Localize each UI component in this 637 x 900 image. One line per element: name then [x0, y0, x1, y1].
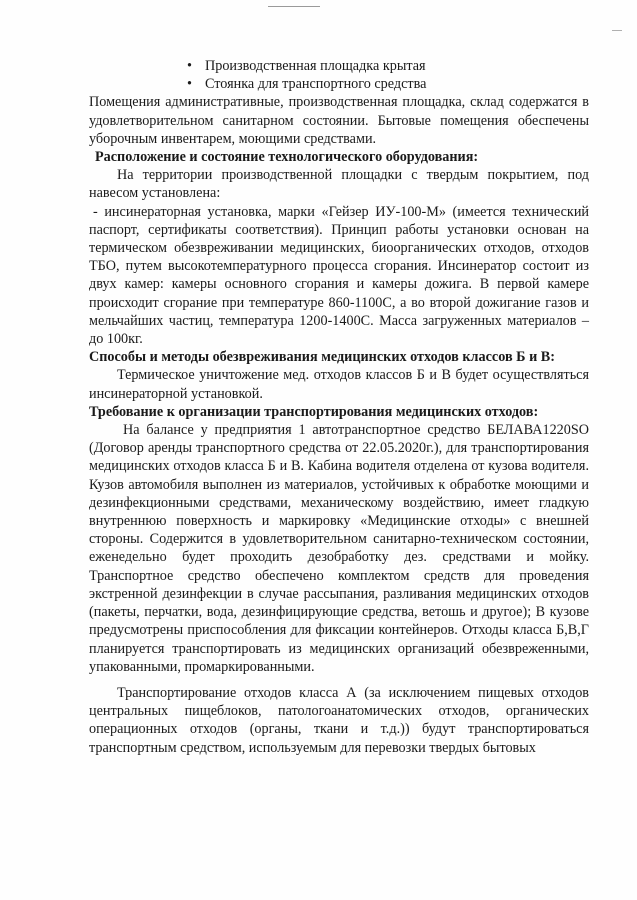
- list-item: • Стоянка для транспортного средства: [187, 76, 427, 93]
- transport-paragraph: На балансе у предприятия 1 автотранспортное средство БЕЛАВА1220SO (Договор аренды транспортного средства от 22.05.2020г.), для транспортирования медицинских отходов класса Б и В. Кабина водителя отделена от кузова водителя. Кузов автомобиля выполнен из материалов, устойчивых к обработке моющими и дезинфекционными средствами, механическому воздействию, имеет гладкую внутреннюю поверхность и маркировку «Медицинские отходы» с внешней стороны. Содержится в удовлетворительном санитарно-техническом состоянии, еженедельно будет проходить дезобработку дез. средствами и мойку. Транспортное средство обеспечено комплектом средств для проведения экстренной дезинфекции в случае рассыпания, разливания медицинских отходов (пакеты, перчатки, вода, дезинфицирующие средства, ветошь и другое); В кузове предусмотрены приспособления для фиксации контейнеров. Отходы класса Б,В,Г планируется транспортировать из медицинских организаций обезвреженными, упакованными, промаркированными.: [89, 422, 589, 675]
- equipment-detail-paragraph: - инсинераторная установка, марки «Гейзер ИУ-100-М» (имеется технический паспорт, сертификаты соответствия). Принцип работы установки основан на термическом обезвреживании медицинских, биоорганических отходов, отходов ТБО, путем высокотемпературного процесса сгорания. Инсинератор состоит из двух камер: камеры основного сгорания и камеры дожига. В первой камере происходит сгорание при температуре 860-1100С, а во второй дожигание газов и мельчайших частиц, температура 1200-1400С. Масса загруженных материалов – до 100кг.: [89, 203, 589, 348]
- document-body: [89, 57, 589, 757]
- equipment-intro-paragraph: На территории производственной площадки с твердым покрытием, под навесом установлена:: [89, 167, 589, 202]
- scan-artifact-mark: [612, 30, 622, 31]
- methods-paragraph: Термическое уничтожение мед. отходов классов Б и В будет осуществляться инсинераторной установкой.: [89, 367, 589, 402]
- facility-list: [89, 57, 589, 93]
- bullet-icon: •: [187, 76, 192, 93]
- heading-methods: Способы и методы обезвреживания медицинских отходов классов Б и В:: [89, 349, 555, 366]
- paragraph-gap: [89, 676, 589, 684]
- heading-transport: Требование к организации транспортирования медицинских отходов:: [89, 403, 539, 420]
- class-a-paragraph: Транспортирование отходов класса А (за исключением пищевых отходов центральных пищеблоков, патологоанатомических отходов, органических операционных отходов (органы, ткани и т.д.)) будут транспортироваться транспортным средством, используемым для перевозки твердых бытовых: [89, 684, 589, 756]
- heading-equipment: Расположение и состояние технологического оборудования:: [95, 149, 479, 166]
- scan-artifact-line: [268, 6, 320, 7]
- list-item: • Производственная площадка крытая: [187, 58, 426, 74]
- premises-paragraph: Помещения административные, производственная площадка, склад содержатся в удовлетворительном санитарном состоянии. Бытовые помещения обеспечены уборочным инвентарем, моющими средствами.: [89, 94, 589, 147]
- bullet-icon: •: [187, 58, 192, 74]
